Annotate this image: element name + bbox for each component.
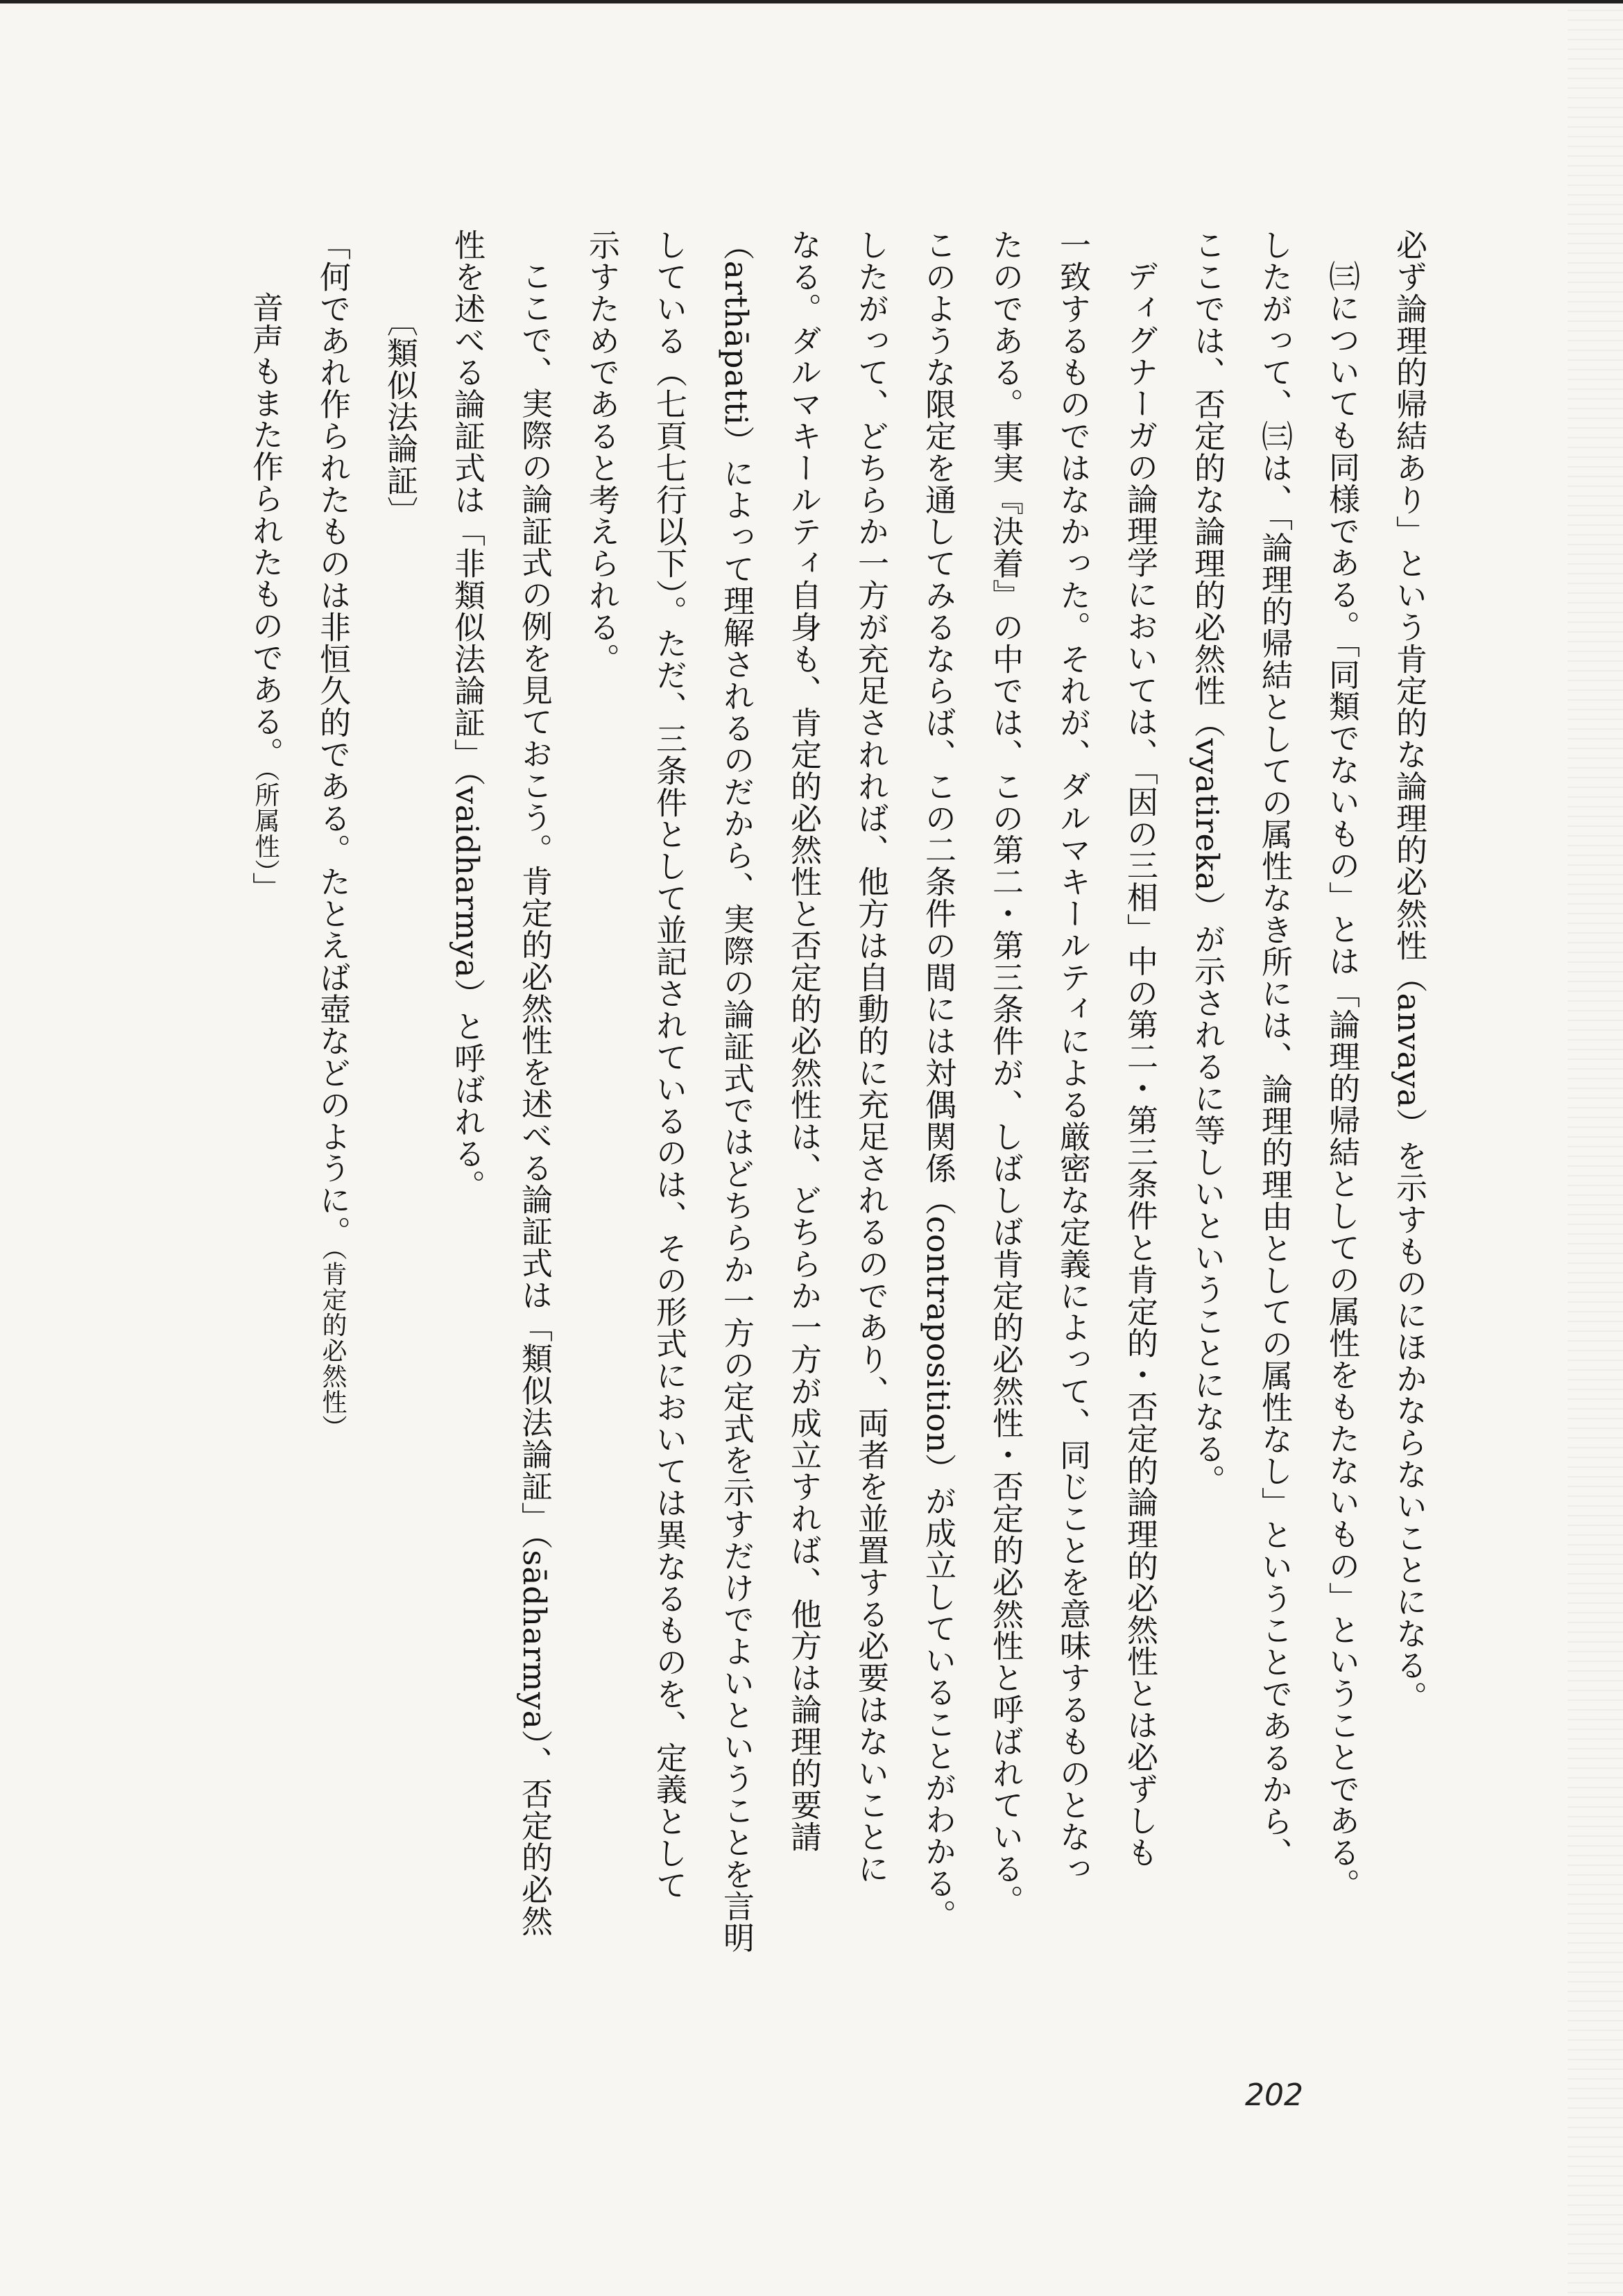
text-line-3: したがって、㈢は、「論理的帰結としての属性なき所には、論理的理由としての属性なし」ということであるから、 <box>1256 229 1293 1869</box>
example-line-1-note: （肯定的必然性） <box>318 1247 347 1441</box>
page-number: 202 <box>1245 2077 1303 2113</box>
text-line-13: 示すためであると考えられる。 <box>583 229 620 675</box>
text-line-11: （arthāpatti）によって理解されるのだから、実際の論証式ではどちらか一方の定式を示すだけでよいということを言明 <box>718 229 755 1954</box>
text-line-12: している（七頁七行以下）。ただ、三条件として並記されているのは、その形式においては異なるものを、定義として <box>651 229 687 1901</box>
example-line-1-text: 「何であれ作られたものは非恒久的である。たとえば壺などのように。 <box>314 229 351 1248</box>
text-line-15: 性を述べる論証式は「非類似法論証」（vaidharmya）と呼ばれる。 <box>449 229 486 1201</box>
text-line-5: ディグナーガの論理学においては、「因の三相」中の第二・第三条件と肯定的・否定的論理的必然性とは必ずしも <box>1122 260 1158 1869</box>
text-line-7: たのである。事実『決着』の中では、この第二・第三条件が、しばしば肯定的必然性・否定的必然性と呼ばれている。 <box>987 229 1024 1917</box>
text-line-1: 必ず論理的帰結あり」という肯定的な論理的必然性（anvaya）を示すものにほかならないことになる。 <box>1391 229 1427 1713</box>
text-line-8: このような限定を通してみるならば、この二条件の間には対偶関係（contraposition）が成立していることがわかる。 <box>920 229 956 1931</box>
section-heading: 〔類似法論証〕 <box>381 305 418 529</box>
text-line-2: ㈢についても同様である。「同類でないもの」とは「論理的帰結としての属性をもたないもの」ということである。 <box>1323 260 1360 1901</box>
vertical-text-block <box>232 229 1443 2102</box>
text-line-4: ここでは、否定的な論理的必然性（vyatireka）が示されるに等しいということになる。 <box>1189 229 1226 1496</box>
text-line-6: 一致するものではなかった。それが、ダルマキールティによる厳密な定義によって、同じことを意味するものとなっ <box>1054 229 1091 1885</box>
example-line-2 <box>232 229 299 2102</box>
top-rule <box>0 0 1623 3</box>
example-line-2-close: 」 <box>247 872 284 904</box>
text-line-14: ここで、実際の論証式の例を見ておこう。肯定的必然性を述べる論証式は「類似法論証」（sādharmya）、否定的必然 <box>516 260 553 1937</box>
scan-margin-marks <box>1568 0 1623 2296</box>
text-line-10: なる。ダルマキールティ自身も、肯定的必然性と否定的必然性は、どちらか一方が成立すれば、他方は論理的要請 <box>785 229 822 1853</box>
example-line-1 <box>299 229 366 2102</box>
example-line-2-text: 音声もまた作られたものである。 <box>247 291 284 769</box>
text-line-9: したがって、どちらか一方が充足されれば、他方は自動的に充足されるのであり、両者を並置する必要はないことに <box>852 229 889 1885</box>
example-line-2-note: （所属性） <box>251 769 280 872</box>
